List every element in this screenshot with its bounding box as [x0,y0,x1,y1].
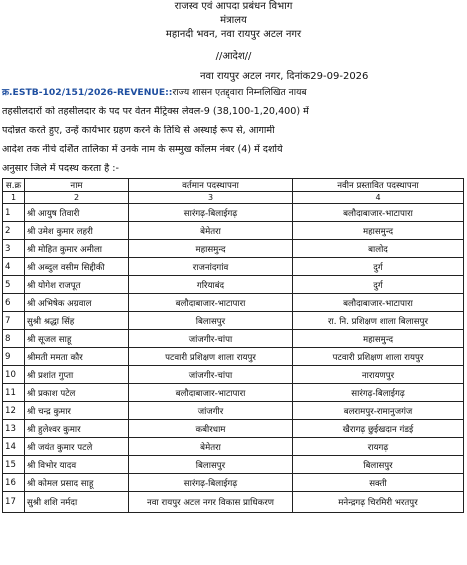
proposed-posting-cell: महासमुन्द [293,330,464,348]
name-cell: श्री कोमल प्रसाद साहू [25,474,129,492]
current-posting-cell: राजनांदगांव [129,258,293,276]
serial-cell: 2 [3,222,25,240]
proposed-posting-cell: दुर्ग [293,276,464,294]
current-posting-cell: बेमेतरा [129,222,293,240]
name-cell: श्री जयंत कुमार पटले [25,438,129,456]
proposed-posting-cell: सक्ती [293,474,464,492]
current-posting-cell: महासमुन्द [129,240,293,258]
proposed-posting-cell: नारायणपुर [293,366,464,384]
current-posting-cell: पटवारी प्रशिक्षण शाला रायपुर [129,348,293,366]
table-row [3,348,464,366]
order-reference-text: राज्य शासन एतद्द्वारा निम्नलिखित नायब [172,87,307,98]
table-row [3,366,464,384]
current-posting-cell: जांजगीर [129,402,293,420]
table-row [3,492,464,513]
table-row [3,402,464,420]
table-header-row [3,179,464,192]
table-row [3,330,464,348]
current-posting-cell: गरियाबंद [129,276,293,294]
order-paragraph-line: तहसीलदारों को तहसीलदार के पद पर वेतन मैट्रिक्स लेवल-9 (38,100-1,20,400) में [2,106,309,117]
current-posting-cell: बेमेतरा [129,438,293,456]
proposed-posting-cell: बलौदाबाजार-भाटापारा [293,294,464,312]
proposed-posting-cell: रायगढ़ [293,438,464,456]
proposed-posting-cell: महासमुन्द [293,222,464,240]
proposed-posting-cell: सारंगढ़-बिलाईगढ़ [293,384,464,402]
order-paragraph-line: आदेश तक नीचे दर्शित तालिका में उनके नाम के सम्मुख कॉलम नंबर (4) में दर्शाये [2,144,283,155]
current-posting-cell: जांजगीर-चांपा [129,330,293,348]
current-posting-cell: बिलासपुर [129,456,293,474]
current-posting-cell: जांजगीर-चांपा [129,366,293,384]
table-row [3,456,464,474]
table-row [3,240,464,258]
current-posting-cell: बलौदाबाजार-भाटापारा [129,384,293,402]
header-name: नाम [25,179,129,192]
proposed-posting-cell: बिलासपुर [293,456,464,474]
current-posting-cell: नवा रायपुर अटल नगर विकास प्राधिकरण [129,492,293,513]
table-row [3,258,464,276]
proposed-posting-cell: बलौदाबाजार-भाटापारा [293,204,464,222]
serial-cell: 5 [3,276,25,294]
serial-cell: 3 [3,240,25,258]
posting-table [2,178,464,513]
serial-cell: 16 [3,474,25,492]
name-cell: श्री अभिषेक अग्रवाल [25,294,129,312]
table-row [3,474,464,492]
serial-cell: 7 [3,312,25,330]
current-posting-cell: बिलासपुर [129,312,293,330]
table-row [3,204,464,222]
proposed-posting-cell: बलरामपुर-रामानुजगंज [293,402,464,420]
proposed-posting-cell: पटवारी प्रशिक्षण शाला रायपुर [293,348,464,366]
column-number: 4 [293,192,464,204]
serial-cell: 4 [3,258,25,276]
name-cell: श्री प्रशांत गुप्ता [25,366,129,384]
department-title: राजस्व एवं आपदा प्रबंधन विभाग [174,1,293,12]
serial-cell: 14 [3,438,25,456]
order-reference-line [2,87,307,99]
column-number: 1 [3,192,25,204]
name-cell: श्री सूजल साहू [25,330,129,348]
serial-cell: 15 [3,456,25,474]
header-proposed-posting: नवीन प्रस्तावित पदस्थापना [293,179,464,192]
name-cell: श्री योगेश राजपूत [25,276,129,294]
proposed-posting-cell: मनेन्द्रगढ़ चिरमिरी भरतपुर [293,492,464,513]
serial-cell: 12 [3,402,25,420]
office-address: महानदी भवन, नवा रायपुर अटल नगर [165,29,302,40]
header-current-posting: वर्तमान पदस्थापना [129,179,293,192]
name-cell: श्री हुलेश्वर कुमार [25,420,129,438]
name-cell: श्री प्रकाश पटेल [25,384,129,402]
current-posting-cell: सारंगढ़-बिलाईगढ़ [129,474,293,492]
name-cell: सुश्री शशि नर्मदा [25,492,129,513]
serial-cell: 8 [3,330,25,348]
table-row [3,420,464,438]
name-cell: सुश्री श्रद्धा सिंह [25,312,129,330]
table-row [3,384,464,402]
order-reference-number: क्र.ESTB-102/151/2026-REVENUE:: [2,87,173,98]
serial-cell: 10 [3,366,25,384]
proposed-posting-cell: रा. नि. प्रशिक्षण शाला बिलासपुर [293,312,464,330]
serial-cell: 11 [3,384,25,402]
proposed-posting-cell: दुर्ग [293,258,464,276]
ministry-title: मंत्रालय [220,15,247,26]
current-posting-cell: सारंगढ़-बिलाईगढ़ [129,204,293,222]
order-paragraph-line: पदोन्नत करते हुए, उन्हें कार्यभार ग्रहण करने के तिथि से अस्थाई रूप से, आगामी [2,125,275,136]
name-cell: श्री अब्दुल वसीम सिद्दीकी [25,258,129,276]
name-cell: श्री विभोर यादव [25,456,129,474]
serial-cell: 13 [3,420,25,438]
order-title: //आदेश// [215,51,252,62]
table-row [3,222,464,240]
name-cell: श्रीमती ममता कौर [25,348,129,366]
proposed-posting-cell: बालोद [293,240,464,258]
proposed-posting-cell: खैरागढ़ छुईखदान गंडई [293,420,464,438]
name-cell: श्री आयुष तिवारी [25,204,129,222]
table-row [3,438,464,456]
current-posting-cell: बलौदाबाजार-भाटापारा [129,294,293,312]
table-row [3,276,464,294]
serial-cell: 6 [3,294,25,312]
serial-cell: 17 [3,492,25,513]
header-serial: स.क्र [3,179,25,192]
name-cell: श्री उमेश कुमार लहरी [25,222,129,240]
column-number-row [3,192,464,204]
name-cell: श्री चन्द्र कुमार [25,402,129,420]
table-row [3,294,464,312]
name-cell: श्री मोहित कुमार अमीला [25,240,129,258]
column-number: 2 [25,192,129,204]
serial-cell: 9 [3,348,25,366]
current-posting-cell: कबीरधाम [129,420,293,438]
serial-cell: 1 [3,204,25,222]
place-date: नवा रायपुर अटल नगर, दिनांक29-09-2026 [200,71,369,82]
table-row [3,312,464,330]
column-number: 3 [129,192,293,204]
order-paragraph-line: अनुसार जिले में पदस्थ करता है :- [2,163,119,174]
